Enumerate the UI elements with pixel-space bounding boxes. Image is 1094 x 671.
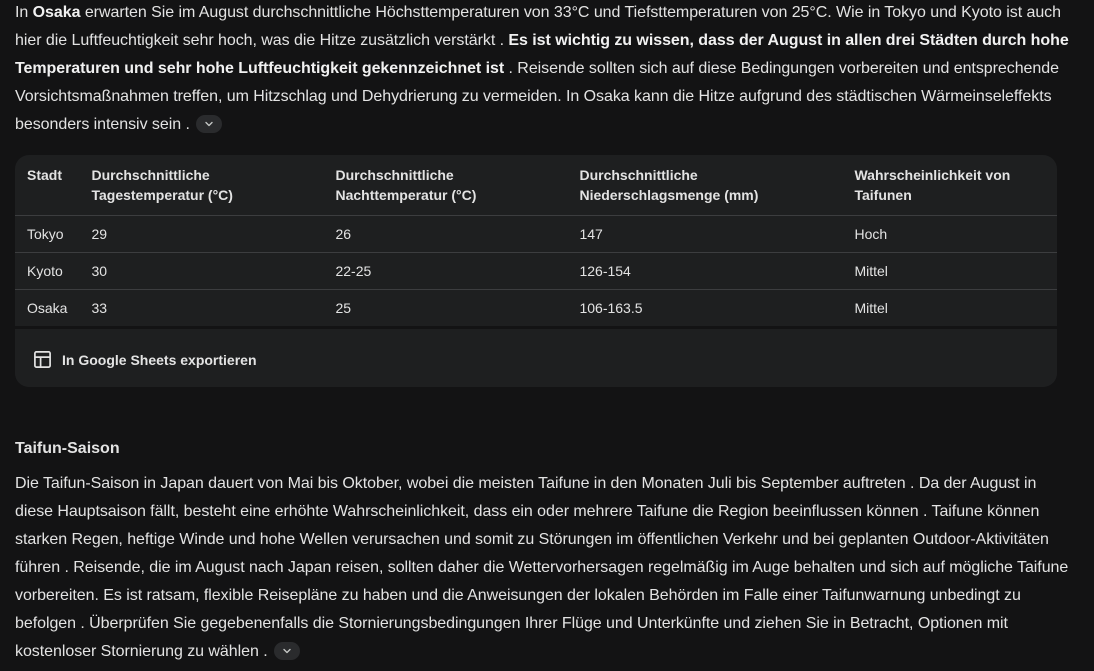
table-header-row [15, 155, 1057, 216]
intro-text-2: erwarten Sie im August durchschnittliche Höchsttemperaturen von 33°C und Tiefsttemperaturen von 25°C. Wie in Tokyo und Kyoto ist auch hier die Luftfeuchtigkeit sehr hoch, was die Hitze zusätzlich verstärkt . [15, 4, 1061, 49]
header-day-temp: Durchschnittliche Tagestemperatur (°C) [79, 155, 323, 216]
cell-typhoon-probability: Mittel [854, 300, 888, 316]
header-city: Stadt [15, 155, 79, 216]
weather-table [15, 155, 1057, 326]
typhoon-paragraph [15, 470, 1075, 666]
intro-text-3: . Reisende sollten sich auf diese Bedingungen vorbereiten und entsprechende Vorsichtsmaßnahmen treffen, um Hitzschlag und Dehydrierung zu vermeiden. In Osaka kann die Hitze aufgrund des städtischen Wärmeinseleffekts besonders intensiv sein . [15, 60, 1059, 133]
cell-city: Osaka [27, 300, 68, 316]
chevron-down-icon [282, 646, 292, 656]
intro-bold-text: Es ist wichtig zu wissen, dass der August in allen drei Städten durch hohe Temperaturen und sehr hohe Luftfeuchtigkeit gekennzeichnet ist [15, 32, 1069, 77]
cell-typhoon-probability: Hoch [842, 216, 1057, 253]
cell-day-temp: 33 [91, 300, 108, 316]
expand-sources-button[interactable] [196, 115, 222, 133]
header-night-temp: Durchschnittliche Nachttemperatur (°C) [323, 155, 567, 216]
cell-typhoon-probability: Mittel [842, 253, 1057, 290]
section-heading: Taifun-Saison [15, 440, 120, 457]
cell-precipitation: 147 [567, 216, 842, 253]
cell-precipitation: 106-163.5 [579, 300, 643, 316]
export-label: In Google Sheets exportieren [62, 351, 257, 368]
table-row [15, 290, 1057, 327]
header-typhoon-probability: Wahrscheinlichkeit von Taifunen [842, 155, 1057, 216]
intro-paragraph [15, 0, 1075, 139]
chevron-down-icon [204, 119, 214, 129]
cell-city: Tokyo [15, 216, 79, 253]
intro-city: Osaka [32, 4, 81, 21]
table-footer [15, 326, 1057, 387]
data-table-card [15, 155, 1057, 387]
cell-day-temp: 30 [79, 253, 323, 290]
expand-sources-button[interactable] [274, 642, 300, 660]
intro-text-1: In [15, 4, 33, 21]
typhoon-text: Die Taifun-Saison in Japan dauert von Mai bis Oktober, wobei die meisten Taifune in den Monaten Juli bis September auftreten . Da der August in diese Hauptsaison fällt, besteht eine erhöhte Wahrscheinlichkeit, dass ein oder mehrere Taifune die Region beeinflussen können . Taifune können starken Regen, heftige Winde und hohe Wellen verursachen und somit zu Störungen im öffentlichen Verkehr und bei geplanten Outdoor-Aktivitäten führen . Reisende, die im August nach Japan reisen, sollten daher die Wettervorhersagen regelmäßig im Auge behalten und sich auf mögliche Taifune vorbereiten. Es ist ratsam, flexible Reisepläne zu haben und die Anweisungen der lokalen Behörden im Falle einer Taifunwarnung unbedingt zu befolgen . Überprüfen Sie gegebenenfalls die Stornierungsbedingungen Ihrer Flüge und Unterkünfte und ziehen Sie in Betracht, Optionen mit kostenloser Stornierung zu wählen . [15, 475, 1069, 660]
cell-day-temp: 29 [79, 216, 323, 253]
cell-precipitation: 126-154 [567, 253, 842, 290]
cell-city: Kyoto [15, 253, 79, 290]
table-icon [33, 350, 52, 369]
header-precipitation: Durchschnittliche Niederschlagsmenge (mm) [567, 155, 842, 216]
cell-night-temp: 26 [323, 216, 567, 253]
export-to-sheets-button[interactable] [33, 350, 257, 369]
table-row [15, 216, 1057, 253]
cell-night-temp: 22-25 [323, 253, 567, 290]
table-row [15, 253, 1057, 290]
cell-night-temp: 25 [335, 300, 352, 316]
